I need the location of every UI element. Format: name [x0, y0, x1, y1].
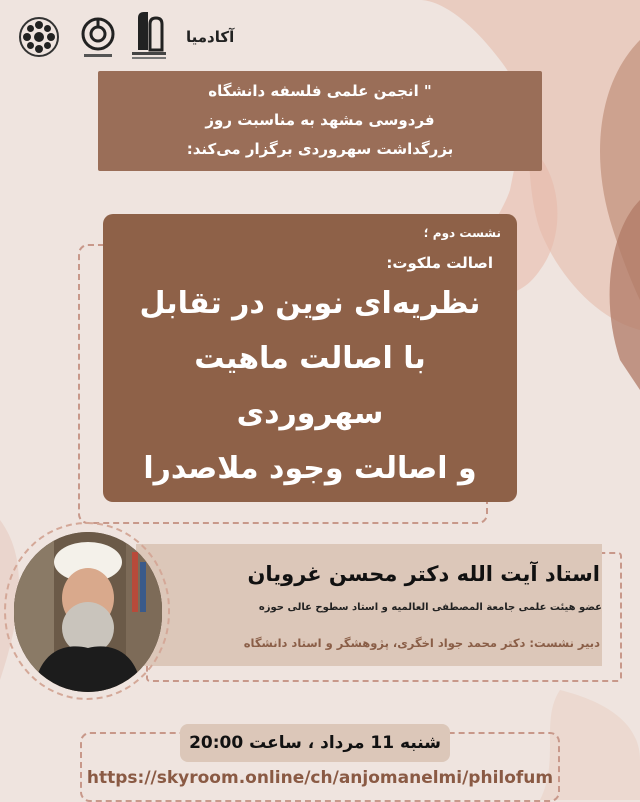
session-moderator: دبیر نشست: دکتر محمد جواد اخگری، پژوهشگر و استاد دانشگاه [243, 636, 600, 650]
event-url-link[interactable]: https://skyroom.online/ch/anjomanelmi/philofum [86, 768, 554, 788]
society-seal-icon [18, 16, 60, 58]
ferdowsi-university-logo-icon [128, 10, 170, 62]
speaker-affiliation: عضو هیئت علمی جامعة المصطفی العالمیه و استاد سطوح عالی حوزه [258, 602, 602, 613]
session-title-line: نظریه‌ای نوین در تقابل [139, 286, 481, 321]
speaker-photo [14, 532, 162, 692]
brand-wordmark: آکادمیا [186, 28, 235, 46]
intro-box [98, 71, 542, 171]
intro-line: بزرگداشت سهروردی برگزار می‌کند: [186, 140, 454, 158]
event-datetime: شنبه 11 مرداد ، ساعت 20:00 [180, 724, 450, 762]
university-emblem-icon [76, 14, 120, 62]
intro-line: " انجمن علمی فلسفه دانشگاه [208, 82, 432, 100]
intro-line: فردوسی مشهد به مناسبت روز [205, 111, 435, 129]
session-title-line: و اصالت وجود ملاصدرا [143, 451, 477, 486]
session-box [103, 214, 517, 502]
session-title [119, 276, 501, 496]
session-title-line: با اصالت ماهیت سهروردی [194, 341, 426, 431]
session-label: نشست دوم ؛ [423, 226, 501, 240]
header-logos [14, 6, 244, 66]
session-subject: اصالت ملکوت: [386, 254, 493, 272]
speaker-portrait-icon [14, 532, 162, 692]
speaker-name: استاد آیت الله دکتر محسن غرویان [247, 562, 600, 586]
